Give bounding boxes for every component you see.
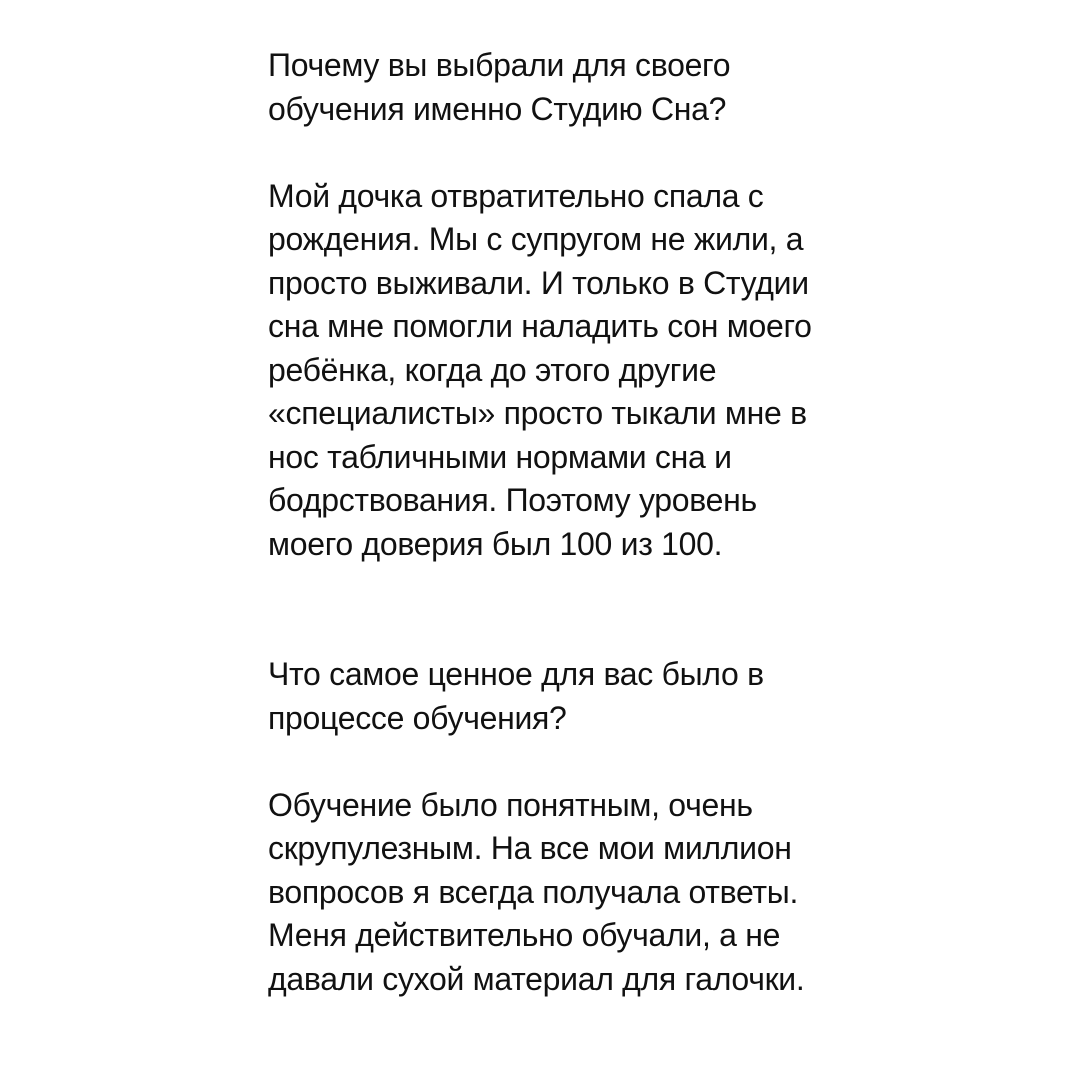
testimonial-document [268, 44, 968, 1001]
qa-section-1 [268, 44, 968, 566]
question-2: Что самое ценное для вас было в процессе обучения? [268, 656, 764, 736]
qa-section-2 [268, 653, 968, 1001]
spacer [268, 740, 968, 784]
answer-2: Обучение было понятным, очень скрупулезным. На все мои миллион вопросов я всегда получала ответы. Меня действительно обучали, а не давали сухой материал для галочки. [268, 786, 805, 997]
question-1: Почему вы выбрали для своего обучения именно Студию Сна? [268, 47, 731, 127]
section-divider-space [268, 566, 968, 653]
spacer [268, 131, 968, 175]
answer-1: Мой дочка отвратительно спала с рождения. Мы с супругом не жили, а просто выживали. И только в Студии сна мне помогли наладить сон моего ребёнка, когда до этого другие «специалисты» просто тыкали мне в нос табличными нормами сна и бодрствования. Поэтому уровень моего доверия был 100 из 100. [268, 177, 812, 562]
